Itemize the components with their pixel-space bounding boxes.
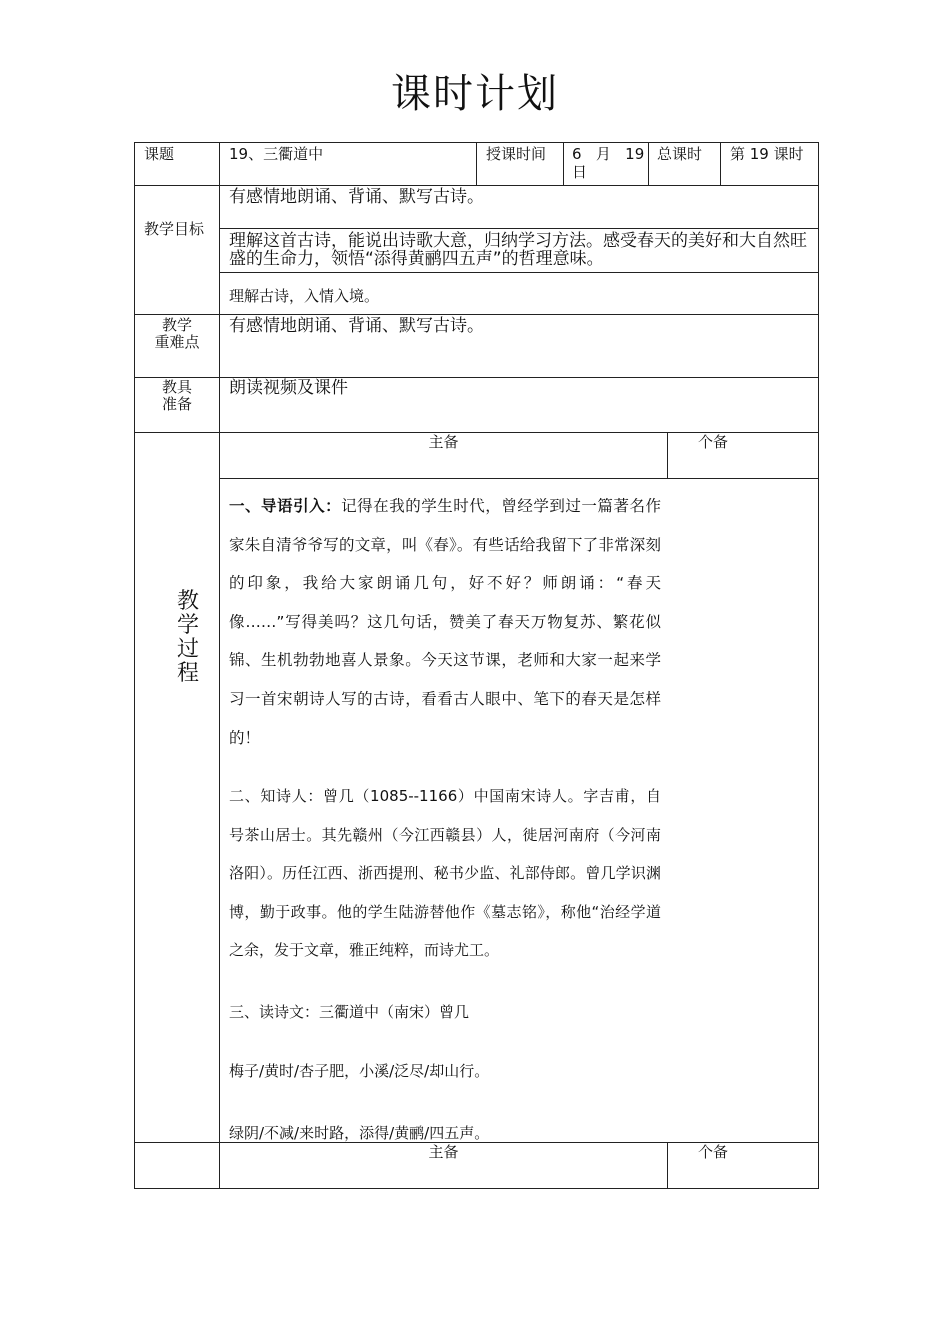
header-divider-3 [648,142,649,185]
section-intro [229,487,661,757]
poem-line-2: 绿阴/不减/来时路，添得/黄鹂/四五声。 [229,1124,490,1142]
key-points-label-line1: 教学 [161,316,192,334]
process-label: 教学过程 [176,589,199,686]
row-line-2 [134,314,819,315]
time-label: 授课时间 [486,145,547,163]
table-border-right [818,142,819,1189]
row-line-1 [134,185,819,186]
topic-value: 19、三衢道中 [229,145,324,163]
total-value: 第 19 课时 [730,145,804,163]
page-title: 课时计划 [391,71,559,117]
section-poet: 二、知诗人：曾几（1085--1166）中国南宋诗人。字吉甫，自号茶山居士。其先赣州（今江西赣县）人，徙居河南府（今河南洛阳）。历任江西、浙西提刑、秘书少监、礼部侍郎。曾几学识渊博，勤于政事。他的学生陆游替他作《墓志铭》，称他“治经学道之余，发于文章，雅正纯粹，而诗尤工。 [229,787,661,960]
footer-main-prep-header: 主备 [428,1143,459,1161]
key-points-value: 有感情地朗诵、背诵、默写古诗。 [229,316,484,336]
personal-prep-header: 个备 [697,433,728,451]
header-divider-1 [476,142,477,185]
tools-label-line1: 教具 [161,378,192,396]
main-prep-header: 主备 [428,433,459,451]
objective-line-2 [219,272,819,273]
tools-label-line2: 准备 [161,395,192,413]
objective-item-3: 理解古诗，入情入境。 [229,287,380,305]
section-reading: 三、读诗文：三衢道中（南宋）曾几 [229,1003,470,1021]
section-intro-heading: 一、导语引入： [229,497,342,515]
header-divider-4 [720,142,721,185]
process-header-line [219,478,819,479]
time-value-line1: 6 月 19 [572,145,645,163]
key-points-label-line2: 重难点 [154,333,200,351]
tools-value: 朗读视频及课件 [229,378,348,398]
objective-item-1: 有感情地朗诵、背诵、默写古诗。 [229,187,484,207]
total-label: 总课时 [657,145,703,163]
objective-item-2: 理解这首古诗，能说出诗歌大意，归纳学习方法。感受春天的美好和大自然旺盛的生命力，领悟“添得黄鹂四五声”的哲理意味。 [229,231,807,269]
poem-line-1: 梅子/黄时/杏子肥，小溪/泛尽/却山行。 [229,1062,490,1080]
footer-personal-prep-header: 个备 [697,1143,728,1161]
table-border-bottom [134,1188,819,1189]
label-column-divider [219,142,220,1189]
objective-line-1 [219,228,819,229]
table-border-left [134,142,135,1189]
objectives-label: 教学目标 [144,220,205,238]
section-intro-text: 记得在我的学生时代，曾经学到过一篇著名作家朱自清爷爷写的文章，叫《春》。有些话给我留下了非常深刻的印象，我给大家朗诵几句，好不好？师朗诵：“春天像……”写得美吗？这几句话，赞美了春天万物复苏、繁花似锦、生机勃勃地喜人景象。今天这节课，老师和大家一起来学习一首宋朝诗人写的古诗，看看古人眼中、笔下的春天是怎样的！ [229,497,661,747]
header-divider-2 [563,142,564,185]
table-border-top [134,142,819,143]
time-value-line2: 日 [572,163,588,181]
topic-label: 课题 [144,145,175,163]
